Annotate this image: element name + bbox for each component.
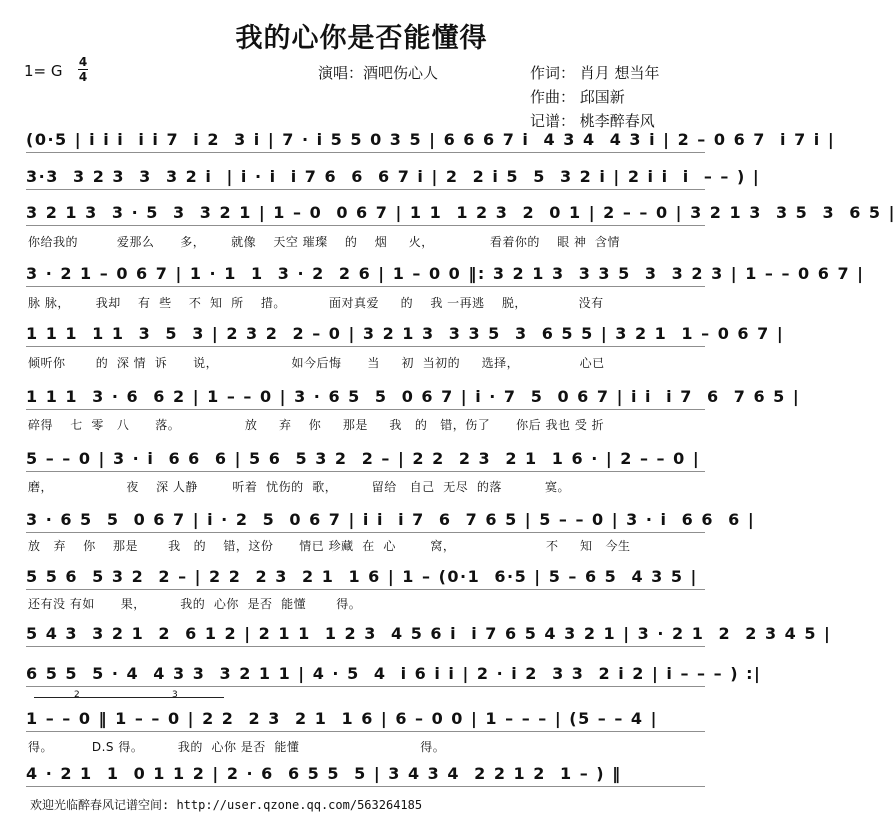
lyric-line: 倾听你 的 深 情 诉 说， 如今后悔 当 初 当初的 选择， 心已 bbox=[28, 356, 605, 370]
song-title: 我的心你是否能懂得 bbox=[235, 23, 488, 54]
score-notes: 5 4 3 3 2 1 2 6 1 2 | 2 1 1 1 2 3 4 5 6 i i 7 6 5 4 3 2 1 | 3 · 2 1 2 2 3 4 5 | bbox=[26, 624, 832, 643]
time-signature-bottom: 4 bbox=[78, 70, 88, 84]
composer-credit: 作曲： 邱国新 bbox=[530, 88, 625, 106]
score-line bbox=[26, 510, 756, 538]
lyric-line: 脉 脉， 我却 有 些 不 知 所 措。 面对真爱 的 我 一再逃 脱， 没有 bbox=[28, 296, 604, 310]
score-line bbox=[26, 449, 705, 477]
lyricist-credit: 作词： 肖月 想当年 bbox=[530, 64, 660, 82]
volta-2-label: 2 bbox=[74, 690, 80, 700]
footer-url: 欢迎光临醉春风记谱空间: http://user.qzone.qq.com/563264185 bbox=[30, 798, 423, 812]
lyric-line: 放 弃 你 那是 我 的 错，这份 情已 珍藏 在 心 窝， 不 知 今生 bbox=[28, 539, 631, 553]
score-notes: 3 · 2 1 – 0 6 7 | 1 · 1 1 3 · 2 2 6 | 1 – 0 0 ‖: 3 2 1 3 3 3 5 3 3 2 3 | 1 – – 0 6 7 | bbox=[26, 264, 865, 283]
score-line bbox=[26, 203, 896, 231]
score-notes: 3 · 6 5 5 0 6 7 | i · 2 5 0 6 7 | i i i 7 6 7 6 5 | 5 – – 0 | 3 · i 6 6 6 | bbox=[26, 510, 756, 529]
score-line bbox=[26, 167, 761, 195]
score-line bbox=[26, 764, 705, 792]
time-signature bbox=[78, 56, 88, 83]
lyric-line: 还有没 有如 果， 我的 心你 是否 能懂 得。 bbox=[28, 597, 362, 611]
score-line bbox=[26, 567, 705, 595]
volta-brackets bbox=[34, 690, 224, 701]
score-notes: 5 5 6 5 3 2 2 – | 2 2 2 3 2 1 1 6 | 1 – (0·1 6·5 | 5 – 6 5 4 3 5 | bbox=[26, 567, 698, 586]
score-line bbox=[26, 664, 762, 692]
singer-credit: 演唱：酒吧伤心人 bbox=[318, 64, 439, 82]
score-line bbox=[26, 387, 801, 415]
score-notes: (0·5 | i i i i i 7 i 2 3 i | 7 · i 5 5 0 3 5 | 6 6 6 7 i 4 3 4 4 3 i | 2 – 0 6 7 i 7 i | bbox=[26, 130, 836, 149]
score-notes: 1 1 1 3 · 6 6 2 | 1 – – 0 | 3 · 6 5 5 0 6 7 | i · 7 5 0 6 7 | i i i 7 6 7 6 5 | bbox=[26, 387, 801, 406]
score-notes: 1 – – 0 ‖ 1 – – 0 | 2 2 2 3 2 1 1 6 | 6 – 0 0 | 1 – – – | (5 – – 4 | bbox=[26, 709, 658, 728]
transcriber-credit: 记谱： 桃李醉春风 bbox=[530, 112, 655, 130]
score-notes: 1 1 1 1 1 3 5 3 | 2 3 2 2 – 0 | 3 2 1 3 3 3 5 3 6 5 5 | 3 2 1 1 – 0 6 7 | bbox=[26, 324, 785, 343]
score-notes: 3 2 1 3 3 · 5 3 3 2 1 | 1 – 0 0 6 7 | 1 1 1 2 3 2 0 1 | 2 – – 0 | 3 2 1 3 3 5 3 6 5 | bbox=[26, 203, 896, 222]
lyric-line: 碎得 七 零 八 落。 放 弃 你 那是 我 的 错，伤了 你后 我也 受 折 bbox=[28, 418, 605, 432]
score-line bbox=[26, 624, 832, 652]
volta-3-label: 3 bbox=[172, 690, 178, 700]
score-notes: 4 · 2 1 1 0 1 1 2 | 2 · 6 6 5 5 5 | 3 4 3 4 2 2 1 2 1 – ) ‖ bbox=[26, 764, 622, 783]
time-signature-top: 4 bbox=[78, 55, 88, 69]
score-line bbox=[26, 709, 705, 737]
lyric-line: 得。 D.S 得。 我的 心你 是否 能懂 得。 bbox=[28, 740, 446, 754]
score-line bbox=[26, 264, 865, 292]
score-notes: 6 5 5 5 · 4 4 3 3 3 2 1 1 | 4 · 5 4 i 6 i i | 2 · i 2 3 3 2 i 2 | i – – – ) :| bbox=[26, 664, 762, 683]
score-line bbox=[26, 324, 785, 352]
lyric-line: 你给我的 爱那么 多， 就像 天空 璀璨 的 烟 火， 看着你的 眼 神 含情 bbox=[28, 235, 621, 249]
score-notes: 3·3 3 2 3 3 3 2 i | i · i i 7 6 6 6 7 i | 2 2 i 5 5 3 2 i | 2 i i i – – ) | bbox=[26, 167, 761, 186]
score-notes: 5 – – 0 | 3 · i 6 6 6 | 5 6 5 3 2 2 – | 2 2 2 3 2 1 1 6 · | 2 – – 0 | bbox=[26, 449, 701, 468]
key-signature: 1= G bbox=[24, 62, 63, 80]
score-line bbox=[26, 130, 836, 158]
lyric-line: 磨， 夜 深 人静 听着 忧伤的 歌， 留给 自己 无尽 的落 寞。 bbox=[28, 480, 571, 494]
